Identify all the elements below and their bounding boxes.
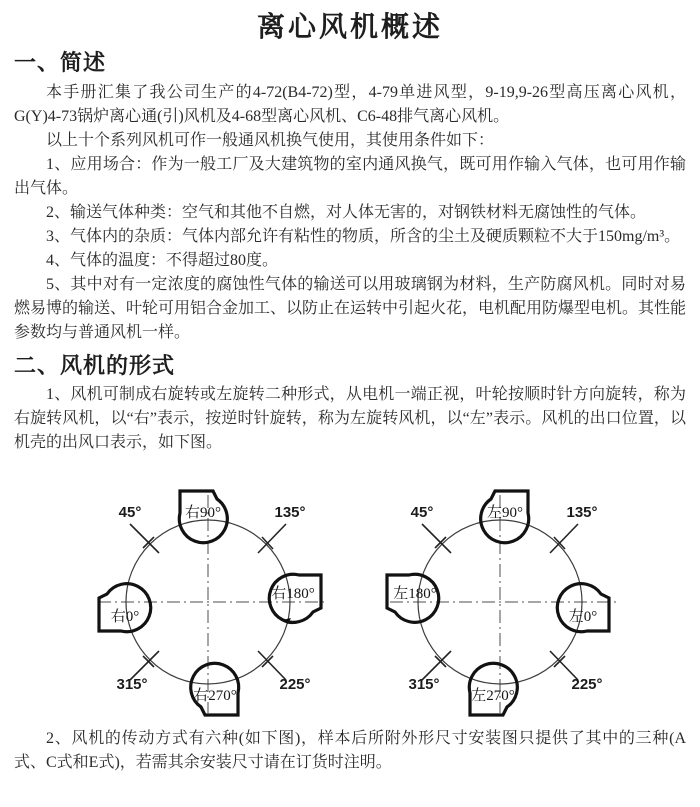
fan-outlet-position-diagrams xyxy=(14,467,686,727)
volute-label: 右270° xyxy=(193,687,237,704)
angle-label: 225° xyxy=(279,675,311,693)
angle-label: 135° xyxy=(274,503,306,521)
volute-top xyxy=(481,491,529,543)
section1-heading: 一、简述 xyxy=(14,50,107,76)
volute-bottom xyxy=(469,663,517,715)
paragraph: 1、风机可制成右旋转或左旋转二种形式，从电机一端正视，叶轮按顺时针方向旋转，称为右旋转风机，以“右”表示，按逆时针旋转，称为左旋转风机，以“左”表示。风机的出口位置，以机壳的出风口表示，如下图。 xyxy=(14,385,686,451)
volute-left xyxy=(387,574,439,622)
volute-left xyxy=(99,584,151,632)
angle-label: 225° xyxy=(571,675,603,693)
volute-label: 左90° xyxy=(487,504,523,521)
paragraph: 3、气体内的杂质：气体内部允许有粘性的物质，所含的尘土及硬质颗粒不大于150mg/m³。 xyxy=(46,227,681,245)
volute-label: 右90° xyxy=(185,504,221,521)
angle-label: 45° xyxy=(118,503,142,521)
paragraph: 5、其中对有一定浓度的腐蚀性气体的输送可以用玻璃钢为材料，生产防腐风机。同时对易燃易博的输送、叶轮可用铝合金加工、以防止在运转中引起火花，电机配用防爆型电机。其性能参数均与普通风机一样。 xyxy=(14,275,687,341)
volute-top xyxy=(179,491,227,543)
angle-label: 135° xyxy=(566,503,598,521)
volute-right xyxy=(269,574,321,622)
page-title: 离心风机概述 xyxy=(256,12,443,43)
paragraph: 2、输送气体种类：空气和其他不自燃，对人体无害的，对钢铁材料无腐蚀性的气体。 xyxy=(46,203,647,221)
section2-heading: 二、风机的形式 xyxy=(14,352,176,378)
paragraph: 以上十个系列风机可作一般通风机换气使用，其使用条件如下： xyxy=(46,131,495,149)
left-rotation-diagram xyxy=(354,467,646,727)
angle-label: 45° xyxy=(410,503,434,521)
volute-label: 左0° xyxy=(568,608,598,625)
volute-bottom xyxy=(191,663,239,715)
volute-label: 右180° xyxy=(271,585,315,602)
paragraph: 本手册汇集了我公司生产的4-72(B4-72)型，4-79单进风型，9-19,9-26型高压离心风机，G(Y)4-73锅炉离心通(引)风机及4-68型离心风机、C6-48排气离心风机。 xyxy=(14,83,686,125)
right-rotation-diagram xyxy=(62,467,354,727)
volute-label: 右0° xyxy=(110,608,140,625)
paragraph: 4、气体的温度：不得超过80度。 xyxy=(46,251,279,269)
paragraph: 1、应用场合：作为一般工厂及大建筑物的室内通风换气，既可用作输入气体，也可用作输出气体。 xyxy=(14,155,686,197)
angle-label: 315° xyxy=(116,675,148,693)
volute-label: 左270° xyxy=(471,687,515,704)
volute-label: 左180° xyxy=(393,585,437,602)
paragraph: 2、风机的传动方式有六种(如下图)，样本后所附外形尺寸安装图只提供了其中的三种(A式、C式和E式)，若需其余安装尺寸请在订货时注明。 xyxy=(14,729,686,771)
volute-right xyxy=(557,584,609,632)
angle-label: 315° xyxy=(408,675,440,693)
